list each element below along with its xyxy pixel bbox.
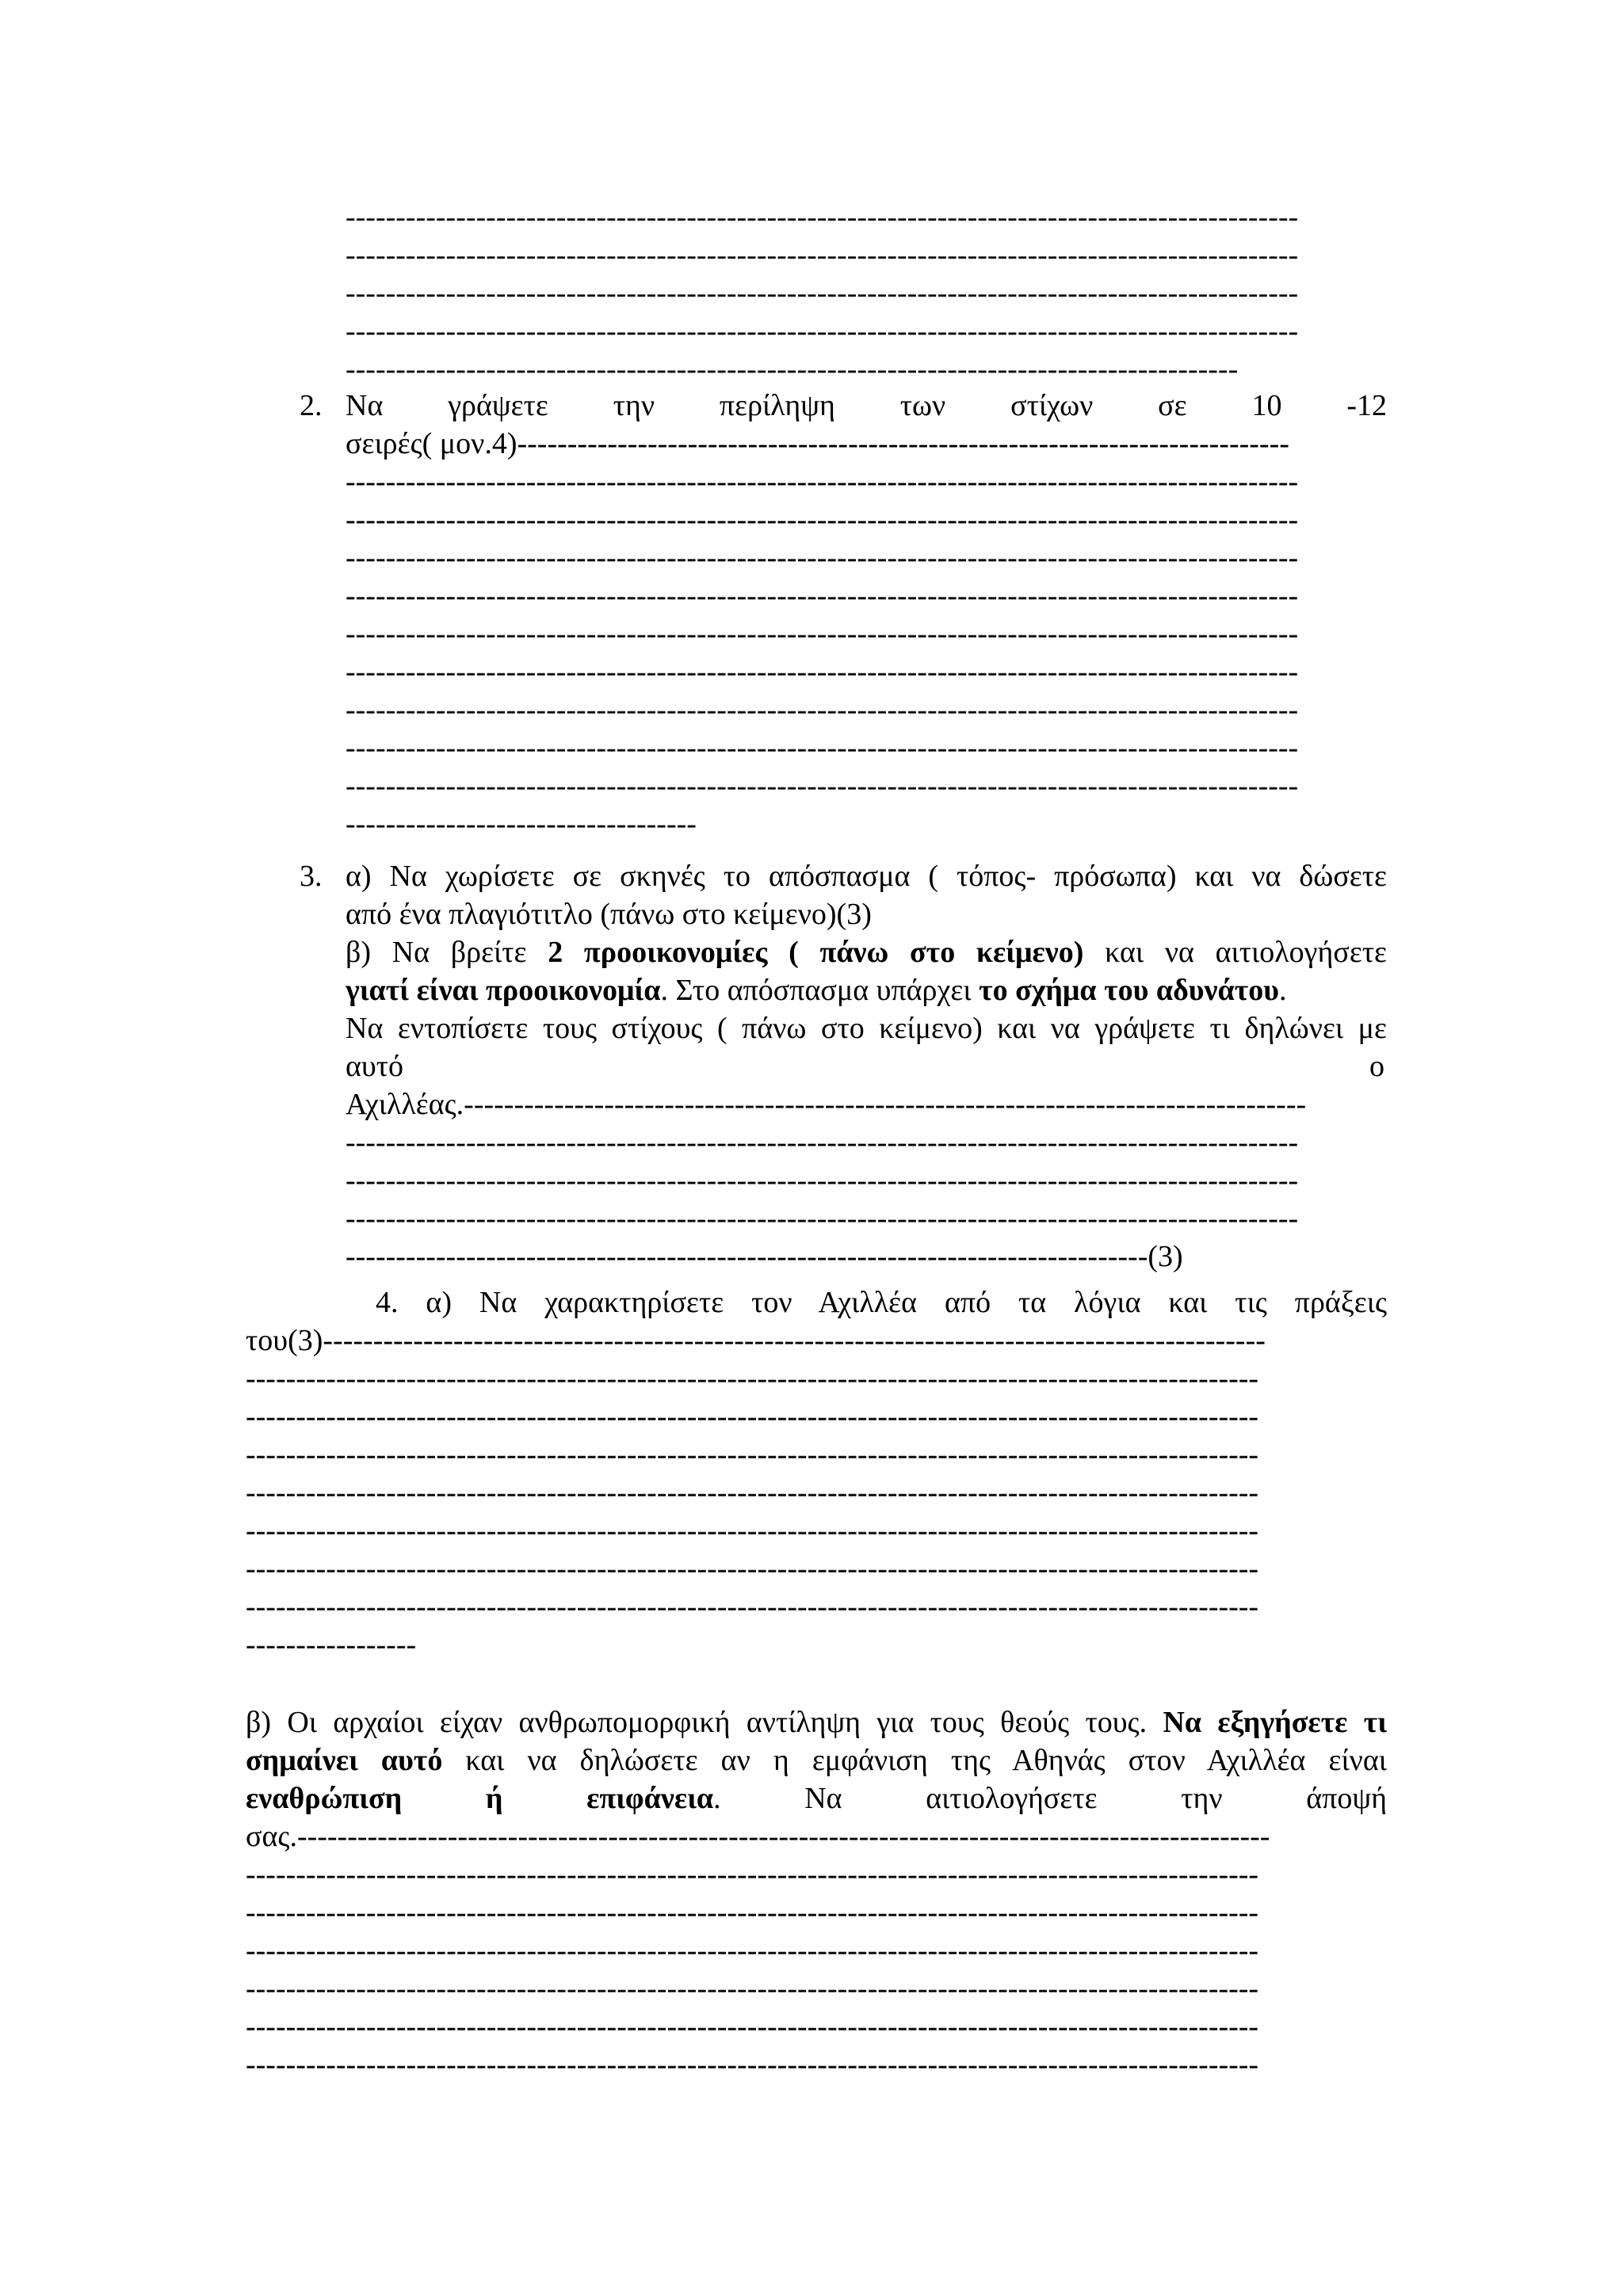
answer-line[interactable]: ----------------------------------------------------------------------------------------------------- <box>246 1934 1259 1967</box>
answer-line[interactable]: ----------------------------------------------------------------------------------------------- <box>346 465 1299 498</box>
answer-line[interactable]: ----------------------------------------------------------------------------------------------------- <box>246 2010 1259 2043</box>
answer-line[interactable]: ----------------------------------------------------------------------------------------------------- <box>246 1858 1259 1891</box>
answer-line[interactable]: ----------------------------------------------------------------------------------------------- <box>346 1164 1299 1197</box>
question-4b-text-cont: σημαίνει αυτό και να δηλώσετε αν η εμφάνιση της Αθηνάς στον Αχιλλέα είναι <box>246 1744 1387 1777</box>
answer-line[interactable]: ----------------------------------------------------------------------------------------------- <box>346 277 1299 310</box>
question-3b-text-cont: γιατί είναι προοικονομία. Στο απόσπασμα υπάρχει το σχήμα του αδυνάτου. <box>346 974 1287 1007</box>
question-2-text-cont: σειρές( μον.4)----------------------------------------------------------------------------- <box>346 427 1289 460</box>
answer-line[interactable]: ----------------------------------------------------------------------------------------------------- <box>246 1438 1259 1471</box>
answer-line[interactable]: ----------------------------------------------------------------------------------------------- <box>346 579 1299 612</box>
question-number: 2. <box>300 389 323 422</box>
answer-line[interactable]: ----------------------------------------------------------------------------------------------- <box>346 693 1299 727</box>
answer-line[interactable]: ----------------------------------------------------------------------------------------------- <box>346 1202 1299 1235</box>
answer-line[interactable]: ----------------------------------------------------------------------------------------------- <box>346 655 1299 688</box>
answer-line[interactable]: ----------------------------------------------------------------------------------------------- <box>346 617 1299 650</box>
answer-line[interactable]: ----------------------------------------------------------------------------------------------- <box>346 200 1299 234</box>
question-3b-text-cont: ο <box>1369 1050 1384 1083</box>
answer-line[interactable]: ----------------------------------------------------------------------------------------------------- <box>246 1362 1259 1395</box>
answer-line[interactable]: ----------------------------------------------------------------------------------------------- <box>346 541 1299 574</box>
question-3b-text-cont: Αχιλλέας.------------------------------------------------------------------------------------ <box>346 1088 1307 1121</box>
answer-line[interactable]: ----------------------------------------------------------------------------------------------------- <box>246 1400 1259 1433</box>
answer-line[interactable]: ----------------------------------- <box>346 807 697 841</box>
answer-line[interactable]: ----------------------------------------------------------------------------------------------------- <box>246 1476 1259 1509</box>
answer-line[interactable]: ----------------------------------------------------------------------------------------------------- <box>246 1972 1259 2005</box>
answer-line[interactable]: ----------------------------------------------------------------------------------------------------- <box>246 1514 1259 1547</box>
question-4a-text-cont: του(3)---------------------------------------------------------------------------------------------- <box>246 1324 1266 1357</box>
answer-line[interactable]: ----------------------------------------------------------------------------------------------- <box>346 315 1299 348</box>
answer-line[interactable]: ----------------------------------------------------------------------------------------------------- <box>246 1590 1259 1623</box>
answer-line[interactable]: ----------------------------------------------------------------------------------------------- <box>346 238 1299 272</box>
question-3a-text-cont: από ένα πλαγιότιτλο (πάνω στο κείμενο)(3) <box>346 898 872 931</box>
question-3b-text-cont: αυτό <box>346 1050 403 1083</box>
answer-line[interactable]: ----------------- <box>246 1628 417 1661</box>
answer-line[interactable]: ----------------------------------------------------------------------------------------- <box>346 353 1239 386</box>
question-4b-text: β) Οι αρχαίοι είχαν ανθρωπομορφική αντίληψη για τους θεούς τους. Να εξηγήσετε τι <box>246 1706 1387 1739</box>
question-3b-text: β) Να βρείτε 2 προοικονομίες ( πάνω στο κείμενο) και να αιτιολογήσετε <box>346 936 1387 969</box>
answer-line[interactable]: ----------------------------------------------------------------------------------------------------- <box>246 2048 1259 2081</box>
question-4a-text: 4. α) Να χαρακτηρίσετε τον Αχιλλέα από τα λόγια και τις πράξεις <box>376 1286 1387 1319</box>
answer-line[interactable]: ----------------------------------------------------------------------------------------------------- <box>246 1896 1259 1929</box>
answer-line[interactable]: --------------------------------------------------------------------------------(3) <box>346 1240 1183 1273</box>
question-4b-text-cont: εναθρώπιση ή επιφάνεια. Να αιτιολογήσετε την άποψή <box>246 1782 1387 1815</box>
answer-line[interactable]: ----------------------------------------------------------------------------------------------- <box>346 503 1299 536</box>
answer-line[interactable]: ----------------------------------------------------------------------------------------------- <box>346 731 1299 765</box>
question-2-text: Να γράψετε την περίληψη των στίχων σε 10 -12 <box>346 389 1387 422</box>
answer-line[interactable]: ----------------------------------------------------------------------------------------------------- <box>246 1552 1259 1585</box>
question-3a-text: α) Να χωρίσετε σε σκηνές το απόσπασμα ( τόπος- πρόσωπα) και να δώσετε <box>346 860 1387 893</box>
answer-line[interactable]: ----------------------------------------------------------------------------------------------- <box>346 769 1299 803</box>
question-3b-text-cont: Να εντοπίσετε τους στίχους ( πάνω στο κείμενο) και να γράψετε τι δηλώνει με <box>346 1012 1387 1045</box>
answer-line[interactable]: ----------------------------------------------------------------------------------------------- <box>346 1126 1299 1159</box>
question-4b-text-cont: σας.------------------------------------------------------------------------------------------------- <box>246 1820 1270 1853</box>
question-number: 3. <box>300 860 323 893</box>
